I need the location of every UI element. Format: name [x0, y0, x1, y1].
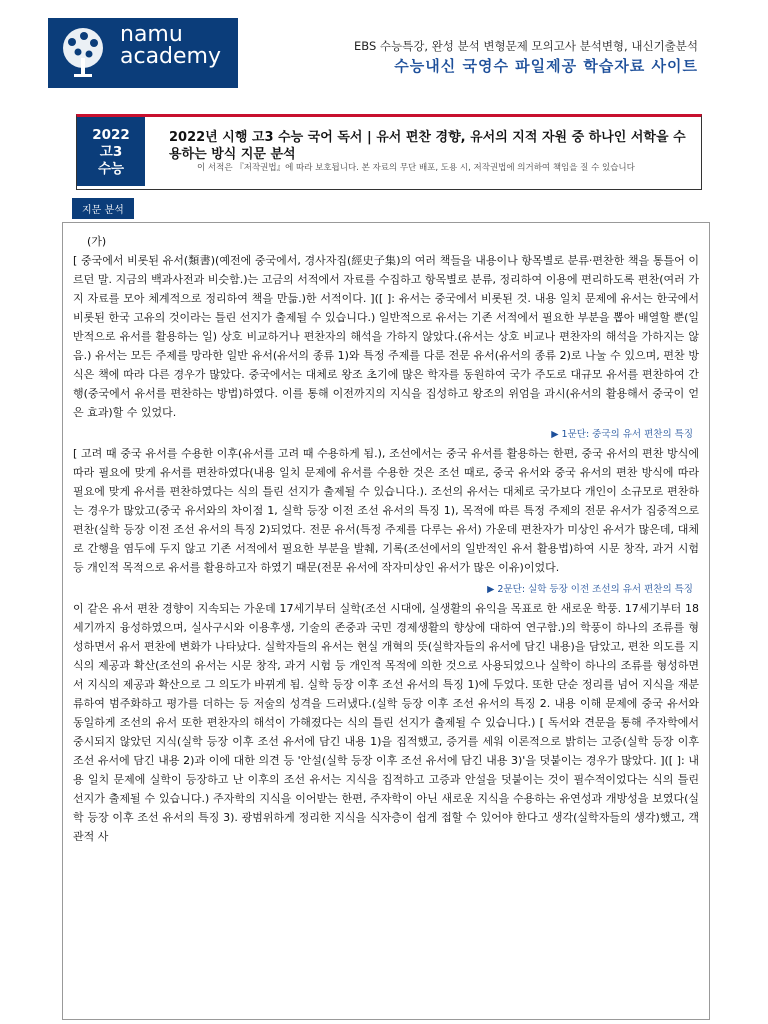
exam-badge — [77, 117, 145, 186]
paragraph-3: 이 같은 유서 편찬 경향이 지속되는 가운데 17세기부터 실학(조선 시대에, 실생활의 유익을 목표로 한 새로운 학풍. 17세기부터 18세기까지 융성하였으며, 실사구시와 이용후생, 기술의 존중과 국민 경제생활의 향상에 대하여 연구함.)의 학풍이 하나의 조류를 형성하면서 유서 편찬에 변화가 나타났다. 실학자들의 유서는 현실 개혁의 뜻(실학자들의 유서에 담긴 내용)을 담았고, 편찬 의도를 지식의 제공과 확산(조선의 유서는 시문 창작, 과거 시험 등 개인적 목적에 의한 것으로 사용되었으나 실학이 하나의 조류를 형성하면서 지식의 제공과 확산으로 그 의도가 바뀌게 됨. 실학 등장 이후 조선 유서의 특징 1)에 두었다. 또한 단순 정리를 넘어 지식을 재분류하여 범주화하고 평가를 더하는 등 저술의 성격을 드러냈다.(실학 등장 이후 조선 유서의 특징 2. 내용 이해 문제에 중국 유서와 동일하게 조선의 유서 또한 편찬자의 해석이 가해졌다는 식의 틀린 선지가 출제될 수 있습니다.) [ 독서와 견문을 통해 주자학에서 중시되지 않았던 지식(실학 등장 이후 조선 유서에 담긴 내용 1)을 집적했고, 증거를 세워 이론적으로 밝히는 고증(실학 등장 이후 조선 유서에 담긴 내용 2)과 이에 대한 의견 등 '안설(실학 등장 이후 조선 유서에 담긴 내용 3)'을 덧붙이는 경우가 많았다. ]([ ]: 내용 일치 문제에 실학이 등장하고 난 이후의 조선 유서는 지식을 집적하고 고증과 안설을 덧붙이는 것이 필수적이었다는 식의 틀린 선지가 출제될 수 있습니다.) 주자학의 지식을 이어받는 한편, 주자학이 아닌 새로운 지식을 수용하는 유연성과 개방성을 보였다(실학 등장 이후 조선 유서의 특징 3). 광범위하게 정리한 지식을 식자층이 쉽게 접할 수 있어야 한다고 생각(실학자들의 생각)했고, 객관적 사 — [73, 602, 699, 843]
passage-label: (가) — [87, 235, 107, 248]
copyright-notice: 이 서적은 『저작권법』에 따라 보호됩니다. 본 자료의 무단 배포, 도용 시, 저작권법에 의거하여 책임을 질 수 있습니다 — [197, 163, 635, 173]
document-title: 2022년 시행 고3 수능 국어 독서 | 유서 편찬 경향, 유서의 지적 자원 중 하나인 서학을 수용하는 방식 지문 분석 — [169, 130, 686, 162]
namu-academy-logo[interactable] — [48, 18, 238, 88]
site-header — [0, 0, 768, 100]
badge-grade: 고3 — [99, 144, 123, 160]
paragraph-1: [ 중국에서 비롯된 유서(類書)(예전에 중국에서, 경사자집(經史子集)의 여러 책들을 내용이나 항목별로 분류·편찬한 책을 통틀어 이르던 말. 지금의 백과사전과 비슷함.)는 고금의 서적에서 자료를 수집하고 항목별로 분류, 정리하여 이용에 편리하도록 편찬(여러 가지 자료를 모아 체계적으로 정리하여 책을 만듦.)한 서적이다. ]([ ]: 유서는 중국에서 비롯된 것. 내용 일치 문제에 유서는 한국에서 비롯된 한국 고유의 것이라는 틀린 선지가 출제될 수 있습니다.) 일반적으로 유서는 기존 서적에서 필요한 부분을 뽑아 배열할 뿐(일반적으로 유서를 활용하는 일) 상호 비교하거나 편찬자의 해석을 가하지 않았다.(유서는 상호 비교나 편찬자의 해석을 가하지는 않음.) 유서는 모든 주제를 망라한 일반 유서(유서의 종류 1)와 특정 주제를 다룬 전문 유서(유서의 종류 2)로 나눌 수 있으며, 편찬 방식은 책에 따라 다른 경우가 많았다. 중국에서는 대체로 왕조 초기에 많은 학자를 동원하여 국가 주도로 대규모 유서를 편찬하여 간행(중국에서 유서를 편찬하는 방법)하였다. 이를 통해 이전까지의 지식을 집성하고 왕조의 위엄을 과시(유서의 활용해서 중국이 얻은 효과)할 수 있었다. — [73, 254, 699, 419]
header-subtitle: EBS 수능특강, 완성 분석 변형문제 모의고사 분석변형, 내신기출분석 — [354, 39, 698, 53]
paragraph-2-summary: ▶ 2문단: 실학 등장 이전 조선의 유서 편찬의 특징 — [487, 584, 693, 595]
tree-icon — [54, 24, 112, 82]
analysis-content — [62, 222, 710, 1020]
document-title-box — [76, 114, 702, 190]
header-tagline: 수능내신 국영수 파일제공 학습자료 사이트 — [394, 57, 698, 75]
badge-year: 2022 — [92, 127, 130, 143]
paragraph-2: [ 고려 때 중국 유서를 수용한 이후(유서를 고려 때 수용하게 됨.), 조선에서는 중국 유서를 활용하는 한편, 중국 유서의 편찬 방식에 따라 필요에 맞게 유서를 편찬하였다(내용 일치 문제에 유서를 수용한 것은 조선 때로, 중국 유서와 중국 유서의 편찬 방식에 따라 필요에 맞게 유서를 편찬하였다는 식의 틀린 선지가 출제될 수 있습니다.). 조선의 유서는 대체로 국가보다 개인이 소규모로 편찬하는 경우가 많았고(중국 유서와의 차이점 1, 실학 등장 이전 조선 유서의 특징 1), 목적에 따른 특정 주제의 전문 유서가 집중적으로 편찬(실학 등장 이전 조선 유서의 특징 2)되었다. 전문 유서(특정 주제를 다루는 유서) 가운데 편찬자가 미상인 유서가 많은데, 대체로 간행을 염두에 두지 않고 기존 서적에서 필요한 부분을 발췌, 기록(조선에서의 일반적인 유서 활용법)하여 시문 창작, 과거 시험 등 개인적 목적으로 유서를 활용하고자 하였기 때문(전문 유서에 작자미상인 유서가 많은 이유)이었다. — [73, 447, 699, 574]
logo-line-namu: namu — [120, 22, 183, 47]
logo-wordmark — [120, 24, 221, 68]
section-tag: 지문 분석 — [72, 198, 134, 219]
paragraph-1-summary: ▶ 1문단: 중국의 유서 편찬의 특징 — [551, 429, 693, 440]
badge-exam: 수능 — [97, 161, 125, 177]
logo-line-academy: academy — [120, 44, 222, 69]
